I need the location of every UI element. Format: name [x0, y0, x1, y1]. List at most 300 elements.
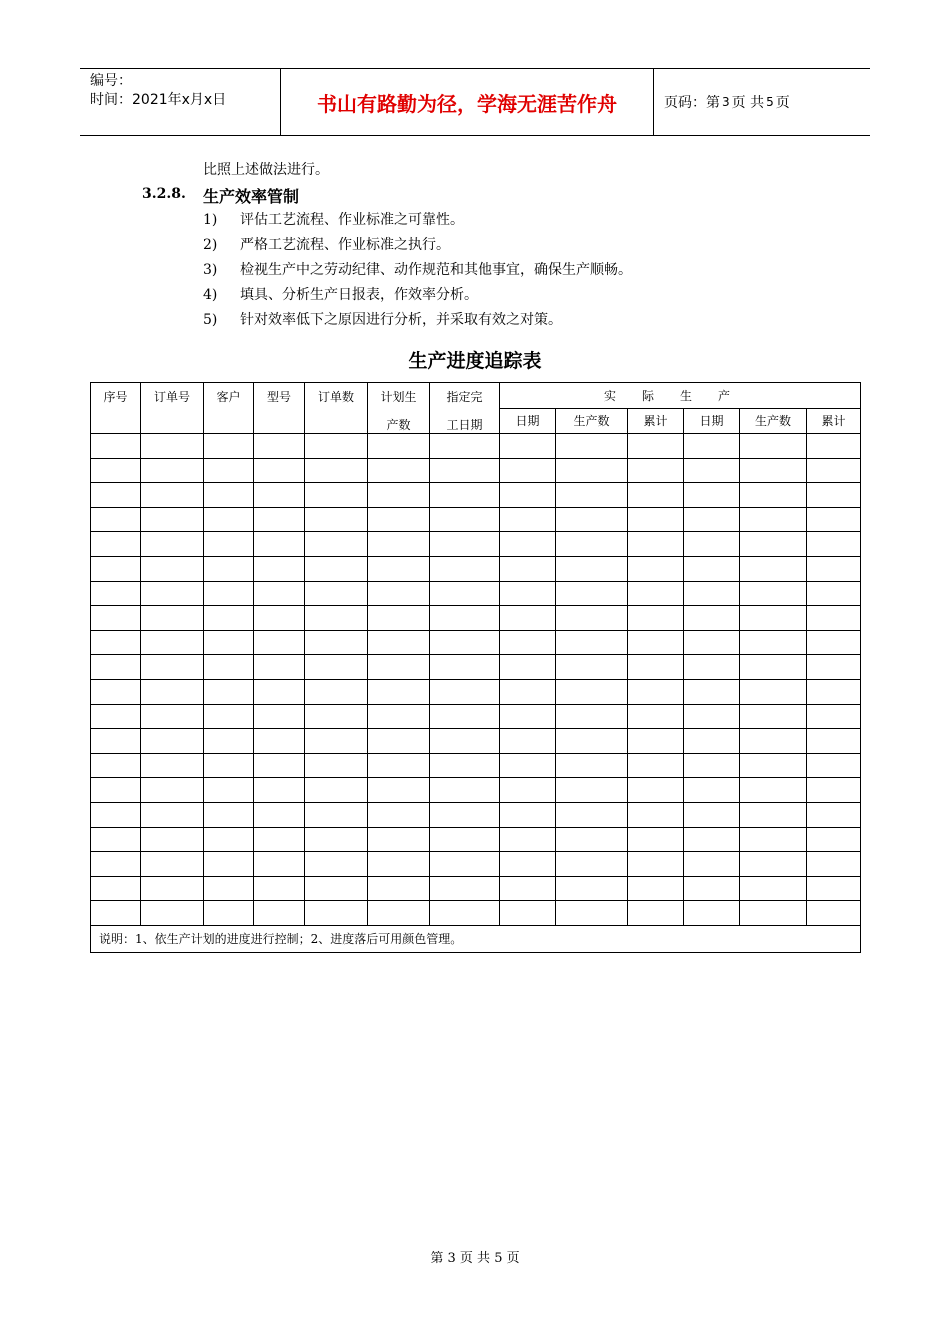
- section-title: 生产效率管制: [203, 187, 300, 206]
- table-cell[interactable]: [556, 679, 628, 704]
- table-cell[interactable]: [500, 876, 556, 901]
- table-cell[interactable]: [628, 581, 684, 606]
- table-cell[interactable]: [500, 556, 556, 581]
- table-cell[interactable]: [204, 827, 254, 852]
- table-cell[interactable]: [368, 434, 430, 459]
- table-cell[interactable]: [628, 606, 684, 631]
- table-cell[interactable]: [556, 876, 628, 901]
- table-cell[interactable]: [500, 901, 556, 926]
- table-cell[interactable]: [500, 852, 556, 877]
- table-row: [91, 556, 861, 581]
- table-cell[interactable]: [141, 606, 204, 631]
- table-cell[interactable]: [500, 532, 556, 557]
- table-cell[interactable]: [305, 606, 368, 631]
- table-cell[interactable]: [430, 532, 500, 557]
- table-cell[interactable]: [684, 901, 740, 926]
- table-cell[interactable]: [204, 434, 254, 459]
- table-cell[interactable]: [204, 606, 254, 631]
- table-cell[interactable]: [807, 901, 861, 926]
- table-cell[interactable]: [684, 434, 740, 459]
- table-cell[interactable]: [305, 704, 368, 729]
- table-cell[interactable]: [684, 802, 740, 827]
- table-cell[interactable]: [141, 802, 204, 827]
- table-cell[interactable]: [204, 778, 254, 803]
- table-cell[interactable]: [556, 704, 628, 729]
- header-due-date: 指定完 工日期: [430, 383, 500, 434]
- table-cell[interactable]: [91, 630, 141, 655]
- table-cell[interactable]: [556, 630, 628, 655]
- table-cell[interactable]: [141, 581, 204, 606]
- table-cell[interactable]: [91, 753, 141, 778]
- table-cell[interactable]: [740, 729, 807, 754]
- table-cell[interactable]: [254, 556, 305, 581]
- table-cell[interactable]: [556, 434, 628, 459]
- table-cell[interactable]: [368, 753, 430, 778]
- table-cell[interactable]: [91, 778, 141, 803]
- table-cell[interactable]: [254, 655, 305, 680]
- list-item: 2) 严格工艺流程、作业标准之执行。: [203, 237, 450, 253]
- table-cell[interactable]: [628, 532, 684, 557]
- page-suffix: 页: [775, 95, 790, 111]
- table-cell[interactable]: [141, 434, 204, 459]
- table-cell[interactable]: [556, 483, 628, 508]
- table-cell[interactable]: [91, 458, 141, 483]
- table-cell[interactable]: [628, 876, 684, 901]
- table-cell[interactable]: [305, 483, 368, 508]
- table-row: [91, 483, 861, 508]
- table-cell[interactable]: [254, 434, 305, 459]
- table-cell[interactable]: [430, 827, 500, 852]
- table-cell[interactable]: [684, 630, 740, 655]
- table-cell[interactable]: [430, 704, 500, 729]
- table-cell[interactable]: [204, 532, 254, 557]
- table-cell[interactable]: [740, 655, 807, 680]
- table-cell[interactable]: [807, 753, 861, 778]
- table-cell[interactable]: [628, 434, 684, 459]
- table-cell[interactable]: [740, 827, 807, 852]
- table-cell[interactable]: [204, 802, 254, 827]
- table-cell[interactable]: [740, 852, 807, 877]
- table-row: [91, 458, 861, 483]
- table-cell[interactable]: [740, 434, 807, 459]
- table-cell[interactable]: [500, 827, 556, 852]
- table-cell[interactable]: [430, 581, 500, 606]
- table-cell[interactable]: [430, 876, 500, 901]
- table-cell[interactable]: [807, 679, 861, 704]
- table-cell[interactable]: [141, 827, 204, 852]
- table-cell[interactable]: [204, 458, 254, 483]
- table-cell[interactable]: [368, 630, 430, 655]
- table-cell[interactable]: [500, 704, 556, 729]
- table-cell[interactable]: [556, 852, 628, 877]
- table-cell[interactable]: [556, 729, 628, 754]
- table-cell[interactable]: [254, 852, 305, 877]
- table-cell[interactable]: [628, 753, 684, 778]
- table-cell[interactable]: [807, 458, 861, 483]
- table-cell[interactable]: [368, 729, 430, 754]
- table-cell[interactable]: [141, 556, 204, 581]
- table-cell[interactable]: [807, 630, 861, 655]
- table-cell[interactable]: [368, 532, 430, 557]
- table-cell[interactable]: [740, 507, 807, 532]
- table-cell[interactable]: [91, 606, 141, 631]
- table-cell[interactable]: [628, 458, 684, 483]
- table-cell[interactable]: [305, 729, 368, 754]
- table-cell[interactable]: [807, 876, 861, 901]
- table-cell[interactable]: [500, 802, 556, 827]
- table-cell[interactable]: [91, 507, 141, 532]
- table-cell[interactable]: [684, 556, 740, 581]
- table-cell[interactable]: [254, 532, 305, 557]
- table-cell[interactable]: [204, 679, 254, 704]
- table-cell[interactable]: [204, 753, 254, 778]
- table-cell[interactable]: [740, 901, 807, 926]
- table-cell[interactable]: [556, 458, 628, 483]
- table-cell[interactable]: [254, 679, 305, 704]
- table-cell[interactable]: [91, 556, 141, 581]
- table-cell[interactable]: [807, 434, 861, 459]
- table-cell[interactable]: [254, 606, 305, 631]
- table-cell[interactable]: [254, 507, 305, 532]
- table-cell[interactable]: [204, 729, 254, 754]
- table-cell[interactable]: [91, 852, 141, 877]
- table-cell[interactable]: [556, 581, 628, 606]
- table-cell[interactable]: [254, 802, 305, 827]
- table-cell[interactable]: [368, 483, 430, 508]
- header-model: 型号: [254, 383, 305, 434]
- table-cell[interactable]: [141, 729, 204, 754]
- table-cell[interactable]: [684, 532, 740, 557]
- table-row: [91, 729, 861, 754]
- table-cell[interactable]: [141, 704, 204, 729]
- table-cell[interactable]: [684, 778, 740, 803]
- table-note: 说明：1、依生产计划的进度进行控制；2、进度落后可用颜色管理。: [91, 925, 861, 952]
- table-cell[interactable]: [628, 483, 684, 508]
- table-cell[interactable]: [305, 827, 368, 852]
- table-cell[interactable]: [204, 630, 254, 655]
- table-cell[interactable]: [141, 655, 204, 680]
- table-cell[interactable]: [305, 458, 368, 483]
- section-list: [203, 210, 632, 335]
- table-cell[interactable]: [305, 679, 368, 704]
- header-date: 日期: [500, 408, 556, 434]
- table-cell[interactable]: [254, 630, 305, 655]
- table-row: [91, 679, 861, 704]
- table-cell[interactable]: [807, 532, 861, 557]
- table-cell[interactable]: [91, 483, 141, 508]
- table-cell[interactable]: [500, 507, 556, 532]
- table-cell[interactable]: [254, 483, 305, 508]
- table-cell[interactable]: [628, 827, 684, 852]
- table-cell[interactable]: [368, 876, 430, 901]
- header-cumulative: 累计: [628, 408, 684, 434]
- production-tracking-table: [90, 382, 861, 953]
- table-row: [91, 876, 861, 901]
- table-cell[interactable]: [807, 827, 861, 852]
- table-cell[interactable]: [740, 458, 807, 483]
- table-cell[interactable]: [556, 901, 628, 926]
- table-cell[interactable]: [91, 434, 141, 459]
- table-row: [91, 630, 861, 655]
- table-cell[interactable]: [556, 778, 628, 803]
- table-cell[interactable]: [807, 507, 861, 532]
- table-cell[interactable]: [500, 581, 556, 606]
- list-item: 4) 填具、分析生产日报表，作效率分析。: [203, 287, 478, 303]
- table-cell[interactable]: [91, 729, 141, 754]
- table-cell[interactable]: [204, 876, 254, 901]
- table-cell[interactable]: [684, 679, 740, 704]
- table-cell[interactable]: [430, 434, 500, 459]
- table-cell[interactable]: [684, 606, 740, 631]
- table-cell[interactable]: [91, 901, 141, 926]
- table-cell[interactable]: [684, 753, 740, 778]
- table-cell[interactable]: [556, 753, 628, 778]
- table-cell[interactable]: [141, 901, 204, 926]
- table-cell[interactable]: [684, 827, 740, 852]
- table-cell[interactable]: [807, 606, 861, 631]
- page-total: 5: [766, 95, 774, 109]
- table-cell[interactable]: [740, 778, 807, 803]
- table-cell[interactable]: [740, 556, 807, 581]
- table-cell[interactable]: [430, 483, 500, 508]
- table-cell[interactable]: [141, 483, 204, 508]
- table-cell[interactable]: [500, 655, 556, 680]
- table-cell[interactable]: [254, 458, 305, 483]
- table-cell[interactable]: [368, 679, 430, 704]
- table-cell[interactable]: [500, 483, 556, 508]
- table-cell[interactable]: [368, 778, 430, 803]
- page-prefix: 页码：第: [664, 95, 720, 111]
- table-row: [91, 434, 861, 459]
- table-cell[interactable]: [628, 901, 684, 926]
- table-cell[interactable]: [254, 729, 305, 754]
- table-cell[interactable]: [91, 581, 141, 606]
- table-cell[interactable]: [368, 556, 430, 581]
- table-cell[interactable]: [305, 581, 368, 606]
- table-cell[interactable]: [556, 802, 628, 827]
- table-cell[interactable]: [430, 655, 500, 680]
- header-actual-production: 实际生产: [500, 383, 861, 409]
- table-cell[interactable]: [368, 655, 430, 680]
- table-cell[interactable]: [141, 532, 204, 557]
- table-cell[interactable]: [740, 483, 807, 508]
- table-cell[interactable]: [684, 483, 740, 508]
- table-row: [91, 901, 861, 926]
- table-cell[interactable]: [141, 458, 204, 483]
- table-cell[interactable]: [91, 802, 141, 827]
- table-cell[interactable]: [305, 876, 368, 901]
- table-cell[interactable]: [430, 729, 500, 754]
- table-cell[interactable]: [628, 630, 684, 655]
- table-cell[interactable]: [430, 606, 500, 631]
- table-cell[interactable]: [368, 827, 430, 852]
- page-current: 3: [722, 95, 730, 109]
- table-cell[interactable]: [430, 901, 500, 926]
- table-cell[interactable]: [684, 852, 740, 877]
- table-cell[interactable]: [500, 679, 556, 704]
- table-cell[interactable]: [500, 753, 556, 778]
- table-cell[interactable]: [430, 507, 500, 532]
- table-cell[interactable]: [91, 704, 141, 729]
- table-cell[interactable]: [628, 778, 684, 803]
- header-customer: 客户: [204, 383, 254, 434]
- table-cell[interactable]: [684, 458, 740, 483]
- table-cell[interactable]: [141, 852, 204, 877]
- table-cell[interactable]: [141, 630, 204, 655]
- table-row: [91, 581, 861, 606]
- table-cell[interactable]: [91, 679, 141, 704]
- table-cell[interactable]: [254, 876, 305, 901]
- table-cell[interactable]: [500, 458, 556, 483]
- table-cell[interactable]: [141, 778, 204, 803]
- table-cell[interactable]: [684, 704, 740, 729]
- table-cell[interactable]: [740, 630, 807, 655]
- table-cell[interactable]: [305, 802, 368, 827]
- table-cell[interactable]: [204, 655, 254, 680]
- table-cell[interactable]: [254, 901, 305, 926]
- table-cell[interactable]: [740, 606, 807, 631]
- table-cell[interactable]: [684, 581, 740, 606]
- section-number: 3.2.8.: [142, 186, 186, 202]
- table-cell[interactable]: [368, 704, 430, 729]
- table-cell[interactable]: [556, 655, 628, 680]
- header-order-qty: 订单数: [305, 383, 368, 434]
- table-cell[interactable]: [141, 679, 204, 704]
- table-cell[interactable]: [807, 655, 861, 680]
- table-cell[interactable]: [305, 434, 368, 459]
- table-cell[interactable]: [91, 876, 141, 901]
- table-cell[interactable]: [305, 630, 368, 655]
- table-cell[interactable]: [628, 802, 684, 827]
- table-cell[interactable]: [254, 753, 305, 778]
- table-cell[interactable]: [740, 581, 807, 606]
- table-cell[interactable]: [91, 655, 141, 680]
- table-cell[interactable]: [807, 729, 861, 754]
- table-cell[interactable]: [807, 852, 861, 877]
- table-cell[interactable]: [628, 556, 684, 581]
- table-row: [91, 507, 861, 532]
- table-cell[interactable]: [305, 532, 368, 557]
- table-cell[interactable]: [254, 704, 305, 729]
- header-plan-qty: 计划生 产数: [368, 383, 430, 434]
- table-cell[interactable]: [684, 729, 740, 754]
- table-row: [91, 606, 861, 631]
- table-cell[interactable]: [556, 532, 628, 557]
- table-cell[interactable]: [430, 778, 500, 803]
- table-cell[interactable]: [305, 556, 368, 581]
- table-cell[interactable]: [305, 901, 368, 926]
- table-cell[interactable]: [368, 507, 430, 532]
- table-cell[interactable]: [500, 778, 556, 803]
- table-cell[interactable]: [807, 704, 861, 729]
- table-cell[interactable]: [430, 802, 500, 827]
- table-cell[interactable]: [807, 778, 861, 803]
- table-cell[interactable]: [430, 630, 500, 655]
- table-cell[interactable]: [368, 901, 430, 926]
- table-cell[interactable]: [684, 655, 740, 680]
- table-cell[interactable]: [500, 606, 556, 631]
- table-cell[interactable]: [368, 802, 430, 827]
- table-cell[interactable]: [254, 778, 305, 803]
- table-cell[interactable]: [740, 679, 807, 704]
- table-cell[interactable]: [204, 852, 254, 877]
- table-row: [91, 802, 861, 827]
- table-cell[interactable]: [204, 901, 254, 926]
- table-cell[interactable]: [556, 827, 628, 852]
- table-cell[interactable]: [628, 507, 684, 532]
- table-cell[interactable]: [430, 556, 500, 581]
- table-cell[interactable]: [91, 532, 141, 557]
- table-cell[interactable]: [368, 606, 430, 631]
- code-label: 编号：: [90, 73, 132, 89]
- table-cell[interactable]: [430, 852, 500, 877]
- table-cell[interactable]: [807, 581, 861, 606]
- table-cell[interactable]: [807, 802, 861, 827]
- table-cell[interactable]: [500, 630, 556, 655]
- table-cell[interactable]: [740, 802, 807, 827]
- table-body: [91, 434, 861, 926]
- table-cell[interactable]: [740, 532, 807, 557]
- table-cell[interactable]: [684, 507, 740, 532]
- table-cell[interactable]: [556, 507, 628, 532]
- table-cell[interactable]: [204, 507, 254, 532]
- table-cell[interactable]: [807, 556, 861, 581]
- table-cell[interactable]: [430, 679, 500, 704]
- table-cell[interactable]: [204, 483, 254, 508]
- table-row: [91, 827, 861, 852]
- table-cell[interactable]: [368, 458, 430, 483]
- table-cell[interactable]: [141, 507, 204, 532]
- header-page-info: [654, 69, 870, 135]
- table-cell[interactable]: [740, 704, 807, 729]
- table-cell[interactable]: [740, 753, 807, 778]
- table-cell[interactable]: [628, 729, 684, 754]
- table-title: 生产进度追踪表: [408, 350, 542, 372]
- table-cell[interactable]: [368, 852, 430, 877]
- table-cell[interactable]: [628, 655, 684, 680]
- table-cell[interactable]: [628, 852, 684, 877]
- table-cell[interactable]: [500, 729, 556, 754]
- table-cell[interactable]: [500, 434, 556, 459]
- table-cell[interactable]: [141, 753, 204, 778]
- table-cell[interactable]: [305, 507, 368, 532]
- table-cell[interactable]: [740, 876, 807, 901]
- table-cell[interactable]: [556, 556, 628, 581]
- header-motto: 书山有路勤为径，学海无涯苦作舟: [281, 69, 654, 135]
- table-cell[interactable]: [204, 556, 254, 581]
- table-cell[interactable]: [204, 581, 254, 606]
- table-cell[interactable]: [254, 581, 305, 606]
- table-cell[interactable]: [430, 753, 500, 778]
- table-cell[interactable]: [204, 704, 254, 729]
- table-cell[interactable]: [556, 606, 628, 631]
- table-cell[interactable]: [628, 679, 684, 704]
- table-cell[interactable]: [254, 827, 305, 852]
- table-cell[interactable]: [430, 458, 500, 483]
- table-cell[interactable]: [628, 704, 684, 729]
- header-order-no: 订单号: [141, 383, 204, 434]
- table-cell[interactable]: [141, 876, 204, 901]
- table-cell[interactable]: [684, 876, 740, 901]
- table-cell[interactable]: [91, 827, 141, 852]
- table-cell[interactable]: [305, 778, 368, 803]
- table-cell[interactable]: [807, 483, 861, 508]
- table-cell[interactable]: [305, 655, 368, 680]
- table-cell[interactable]: [305, 852, 368, 877]
- table-cell[interactable]: [368, 581, 430, 606]
- table-cell[interactable]: [305, 753, 368, 778]
- table-row: [91, 778, 861, 803]
